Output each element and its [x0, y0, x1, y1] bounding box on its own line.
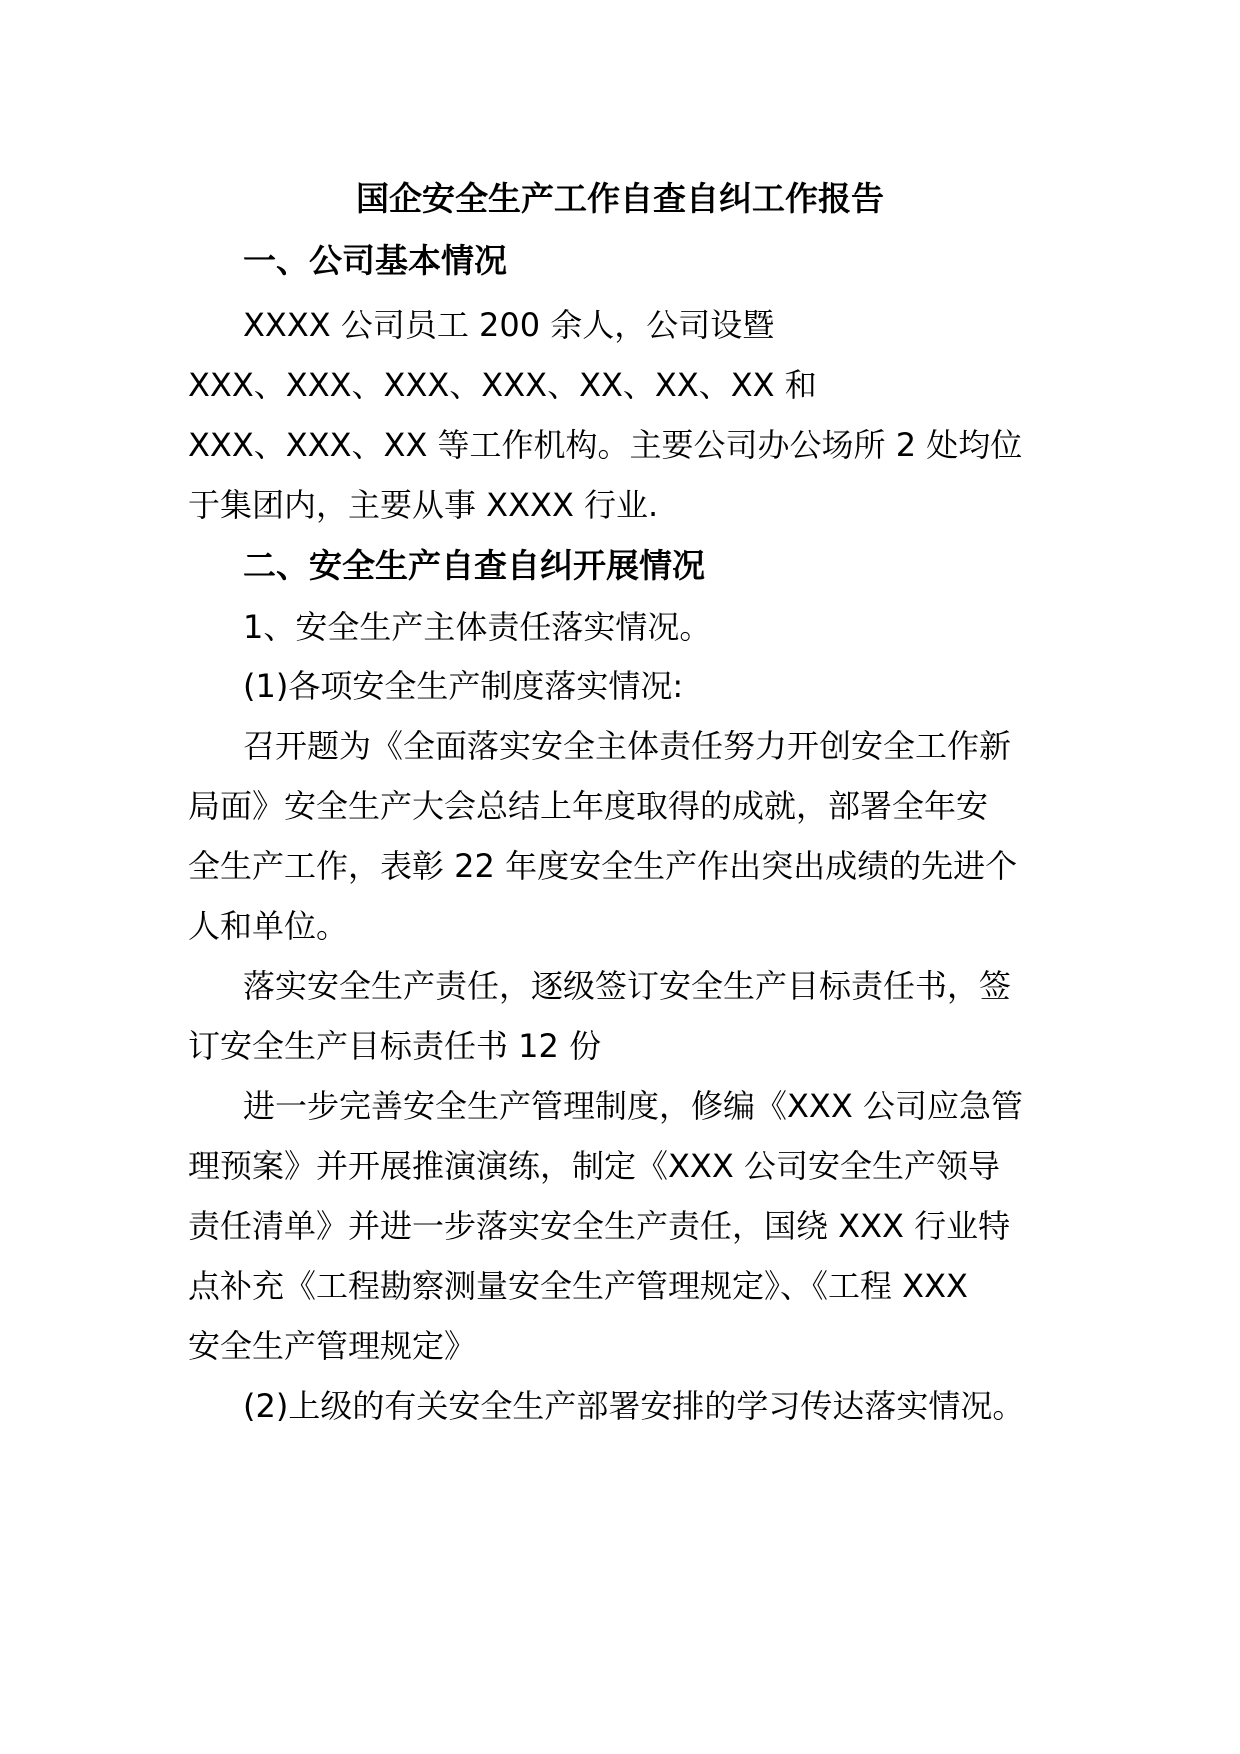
body-line: 责任清单》并进一步落实安全生产责任，国绕 XXX 行业特 — [188, 1207, 1011, 1245]
subitem-heading: (2)上级的有关安全生产部署安排的学习传达落实情况。 — [243, 1387, 1025, 1425]
document-title: 国企安全生产工作自查自纠工作报告 — [356, 179, 884, 218]
body-line: 点补充《工程勘察测量安全生产管理规定》、《工程 XXX — [188, 1267, 968, 1305]
body-line: 召开题为《全面落实安全主体责任努力开创安全工作新 — [243, 727, 1012, 765]
body-line: 局面》安全生产大会总结上年度取得的成就，部署全年安 — [188, 787, 989, 825]
section-heading-self-inspection: 二、安全生产自查自纠开展情况 — [243, 546, 705, 585]
body-line: XXX、XXX、XXX、XXX、XX、XX、XX 和 — [188, 366, 817, 404]
body-line: 安全生产管理规定》 — [188, 1327, 477, 1365]
body-line: 全生产工作，表彰 22 年度安全生产作出突出成绩的先进个 — [188, 847, 1018, 885]
item-heading: 1、安全生产主体责任落实情况。 — [243, 608, 712, 646]
body-line: 进一步完善安全生产管理制度，修编《XXX 公司应急管 — [243, 1087, 1023, 1125]
body-line: 理预案》并开展推演演练，制定《XXX 公司安全生产领导 — [188, 1147, 1000, 1185]
body-line: 人和单位。 — [188, 907, 349, 945]
body-line: 于集团内，主要从事 XXXX 行业. — [188, 486, 659, 524]
section-heading-basic-info: 一、公司基本情况 — [243, 241, 507, 280]
subitem-heading: (1)各项安全生产制度落实情况: — [243, 667, 684, 705]
body-line: XXX、XXX、XX 等工作机构。主要公司办公场所 2 处均位 — [188, 426, 1023, 464]
body-line: XXXX 公司员工 200 余人，公司设暨 — [243, 306, 775, 344]
body-line: 订安全生产目标责任书 12 份 — [188, 1027, 602, 1065]
body-line: 落实安全生产责任，逐级签订安全生产目标责任书，签 — [243, 967, 1012, 1005]
